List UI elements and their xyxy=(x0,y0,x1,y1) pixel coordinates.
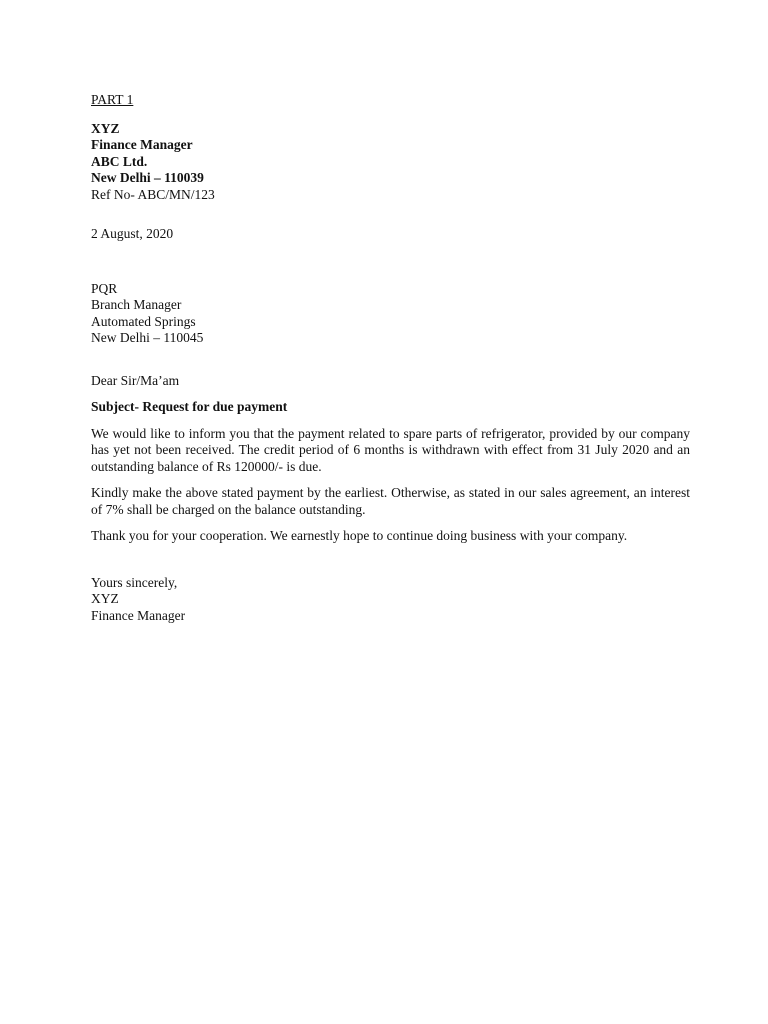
recipient-designation: Branch Manager xyxy=(91,297,182,312)
body-paragraph-1: We would like to inform you that the payment related to spare parts of refrigerator, provided by our company has yet not been received. The credit period of 6 months is withdrawn with effect from 31 July 2020 and an outstanding balance of Rs 120000/- is due. xyxy=(91,425,690,474)
salutation: Dear Sir/Ma’am xyxy=(91,372,180,388)
sender-company: ABC Ltd. xyxy=(91,153,148,169)
valediction: Yours sincerely, xyxy=(91,574,178,590)
sender-city: New Delhi – 110039 xyxy=(91,170,204,185)
recipient-name: PQR xyxy=(91,280,118,296)
body-paragraph-3: Thank you for your cooperation. We earnestly hope to continue doing business with your company. xyxy=(91,528,628,543)
reference-number: Ref No- ABC/MN/123 xyxy=(91,186,215,202)
closing-name: XYZ xyxy=(91,591,119,606)
recipient-city: New Delhi – 110045 xyxy=(91,330,204,345)
closing-designation: Finance Manager xyxy=(91,607,186,623)
letter-page xyxy=(91,92,690,624)
subject-line: Subject- Request for due payment xyxy=(91,399,288,414)
closing-block xyxy=(91,575,690,625)
recipient-block xyxy=(91,281,690,347)
sender-block xyxy=(91,121,690,204)
sender-designation: Finance Manager xyxy=(91,137,193,152)
letter-date: 2 August, 2020 xyxy=(91,226,174,241)
body-paragraph-2: Kindly make the above stated payment by the earliest. Otherwise, as stated in our sales agreement, an interest of 7% shall be charged on the balance outstanding. xyxy=(91,485,690,517)
sender-name: XYZ xyxy=(91,120,120,136)
recipient-company: Automated Springs xyxy=(91,313,196,329)
part-label: PART 1 xyxy=(91,92,134,107)
